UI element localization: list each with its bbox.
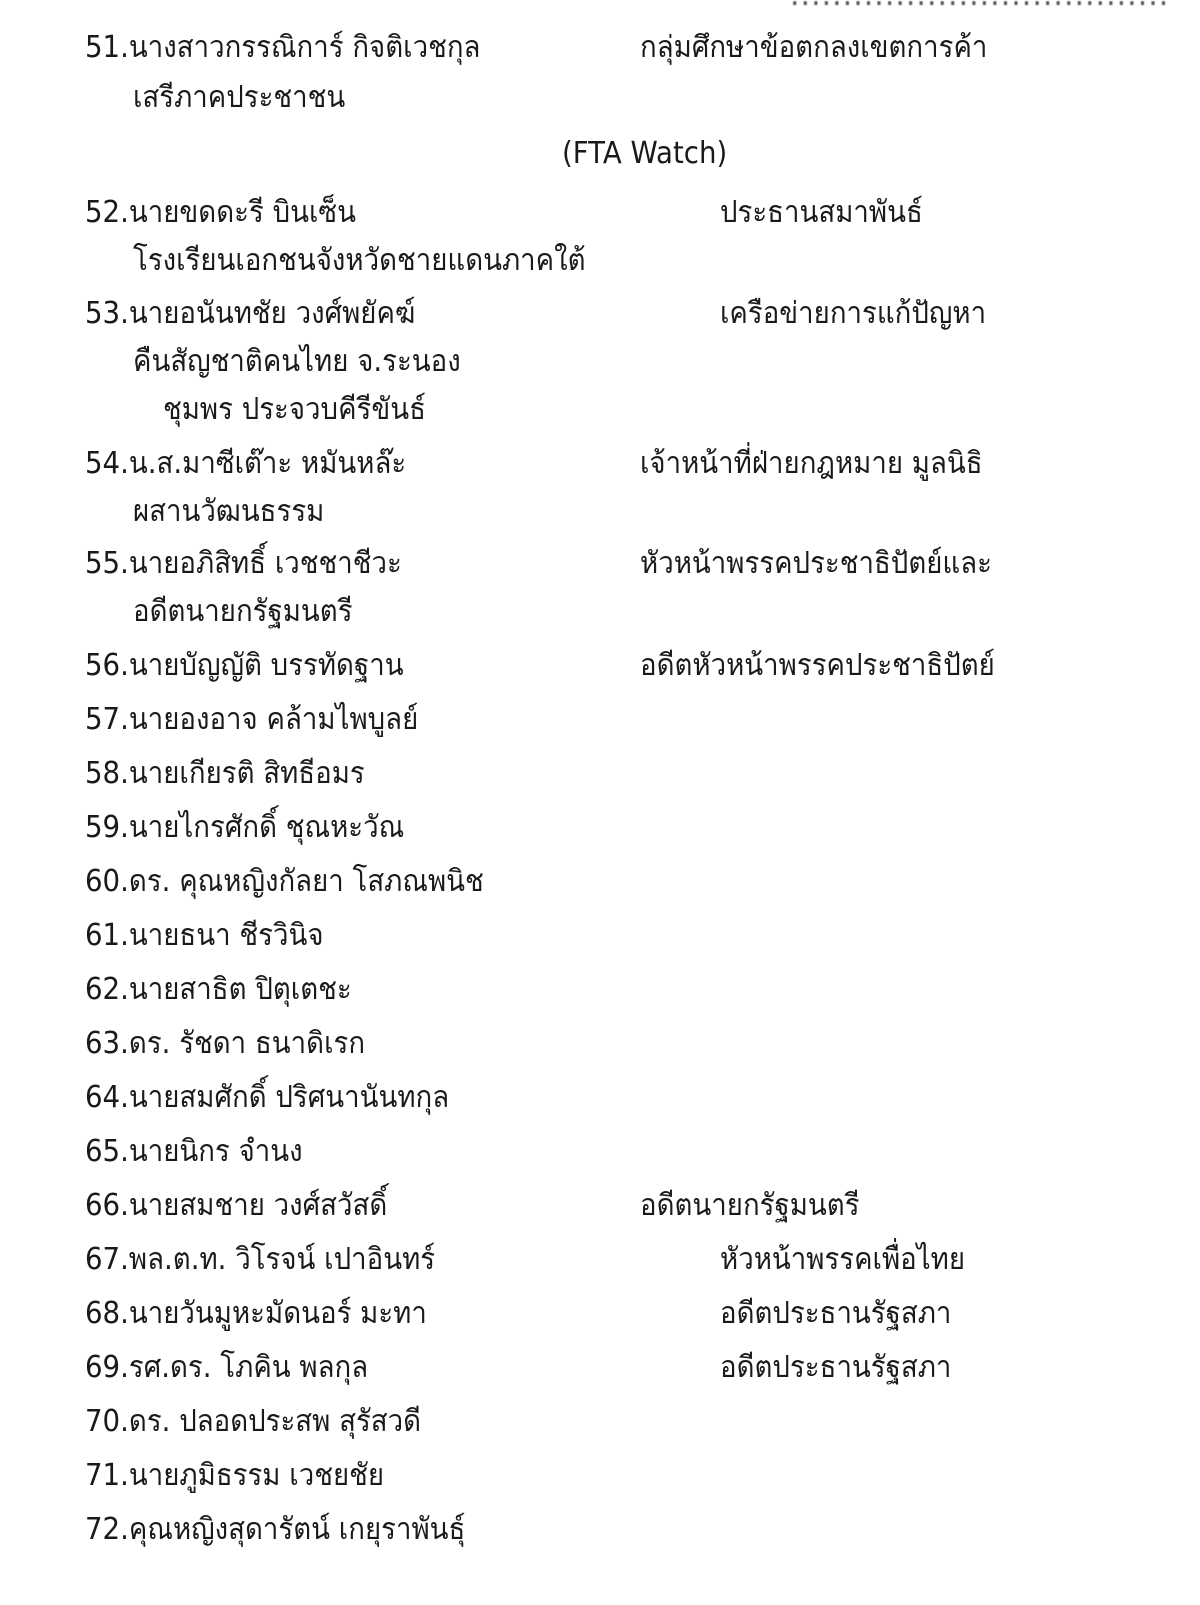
entry-67-title: หัวหน้าพรรคเพื่อไทย	[720, 1242, 966, 1277]
entry-68-name: 68.นายวันมูหะมัดนอร์ มะทา	[85, 1296, 427, 1331]
entry-53-cont-2: ชุมพร ประจวบคีรีขันธ์	[163, 392, 426, 427]
entry-65-name: 65.นายนิกร จำนง	[85, 1134, 303, 1169]
entry-58-name: 58.นายเกียรติ สิทธีอมร	[85, 756, 365, 791]
entry-71-name: 71.นายภูมิธรรม เวชยชัย	[85, 1458, 385, 1493]
entry-51-cont-1: เสรีภาคประชาชน	[133, 80, 346, 115]
entry-62-name: 62.นายสาธิต ปิตุเตชะ	[85, 972, 352, 1007]
entry-52-name: 52.นายขดดะรี บินเซ็น	[85, 195, 356, 230]
entry-55-name: 55.นายอภิสิทธิ์ เวชชาชีวะ	[85, 546, 402, 581]
entry-51-title: กลุ่มศึกษาข้อตกลงเขตการค้า	[640, 30, 988, 65]
entry-53-name: 53.นายอนันทชัย วงศ์พยัคฆ์	[85, 296, 416, 331]
entry-66-name: 66.นายสมชาย วงศ์สวัสดิ์	[85, 1188, 388, 1223]
entry-53-title: เครือข่ายการแก้ปัญหา	[720, 296, 987, 331]
entry-55-cont-1: อดีตนายกรัฐมนตรี	[133, 594, 353, 629]
entry-60-name: 60.ดร. คุณหญิงกัลยา โสภณพนิช	[85, 864, 484, 899]
entry-54-title: เจ้าหน้าที่ฝ่ายกฎหมาย มูลนิธิ	[640, 446, 983, 481]
entry-72-name: 72.คุณหญิงสุดารัตน์ เกยุราพันธุ์	[85, 1512, 466, 1547]
entry-69-name: 69.รศ.ดร. โภคิน พลกุล	[85, 1350, 369, 1385]
entry-54-name: 54.น.ส.มาซีเต๊าะ หมันหล๊ะ	[85, 446, 407, 481]
entry-53-cont-1: คืนสัญชาติคนไทย จ.ระนอง	[133, 344, 461, 379]
entry-59-name: 59.นายไกรศักดิ์ ชุณหะวัณ	[85, 810, 405, 845]
entry-56-title: อดีตหัวหน้าพรรคประชาธิปัตย์	[640, 648, 995, 683]
entry-64-name: 64.นายสมศักดิ์ ปริศนานันทกุล	[85, 1080, 450, 1115]
entry-61-name: 61.นายธนา ชีรวินิจ	[85, 918, 324, 953]
entry-52-title: ประธานสมาพันธ์	[720, 195, 923, 230]
page-header-clipped	[790, 0, 1169, 13]
entry-68-title: อดีตประธานรัฐสภา	[720, 1296, 952, 1331]
entry-55-title: หัวหน้าพรรคประชาธิปัตย์และ	[640, 546, 992, 581]
entry-57-name: 57.นายองอาจ คล้ามไพบูลย์	[85, 702, 419, 737]
entry-56-name: 56.นายบัญญัติ บรรทัดฐาน	[85, 648, 404, 683]
entry-67-name: 67.พล.ต.ท. วิโรจน์ เปาอินทร์	[85, 1242, 436, 1277]
entry-54-cont-1: ผสานวัฒนธรรม	[133, 494, 325, 529]
entry-51-name: 51.นางสาวกรรณิการ์ กิจติเวชกุล	[85, 30, 481, 65]
entry-52-cont-1: โรงเรียนเอกชนจังหวัดชายแดนภาคใต้	[133, 243, 586, 278]
entry-63-name: 63.ดร. รัชดา ธนาดิเรก	[85, 1026, 366, 1061]
entry-51-extra: (FTA Watch)	[562, 136, 728, 171]
entry-70-name: 70.ดร. ปลอดประสพ สุรัสวดี	[85, 1404, 422, 1439]
entry-69-title: อดีตประธานรัฐสภา	[720, 1350, 952, 1385]
entry-66-title: อดีตนายกรัฐมนตรี	[640, 1188, 860, 1223]
